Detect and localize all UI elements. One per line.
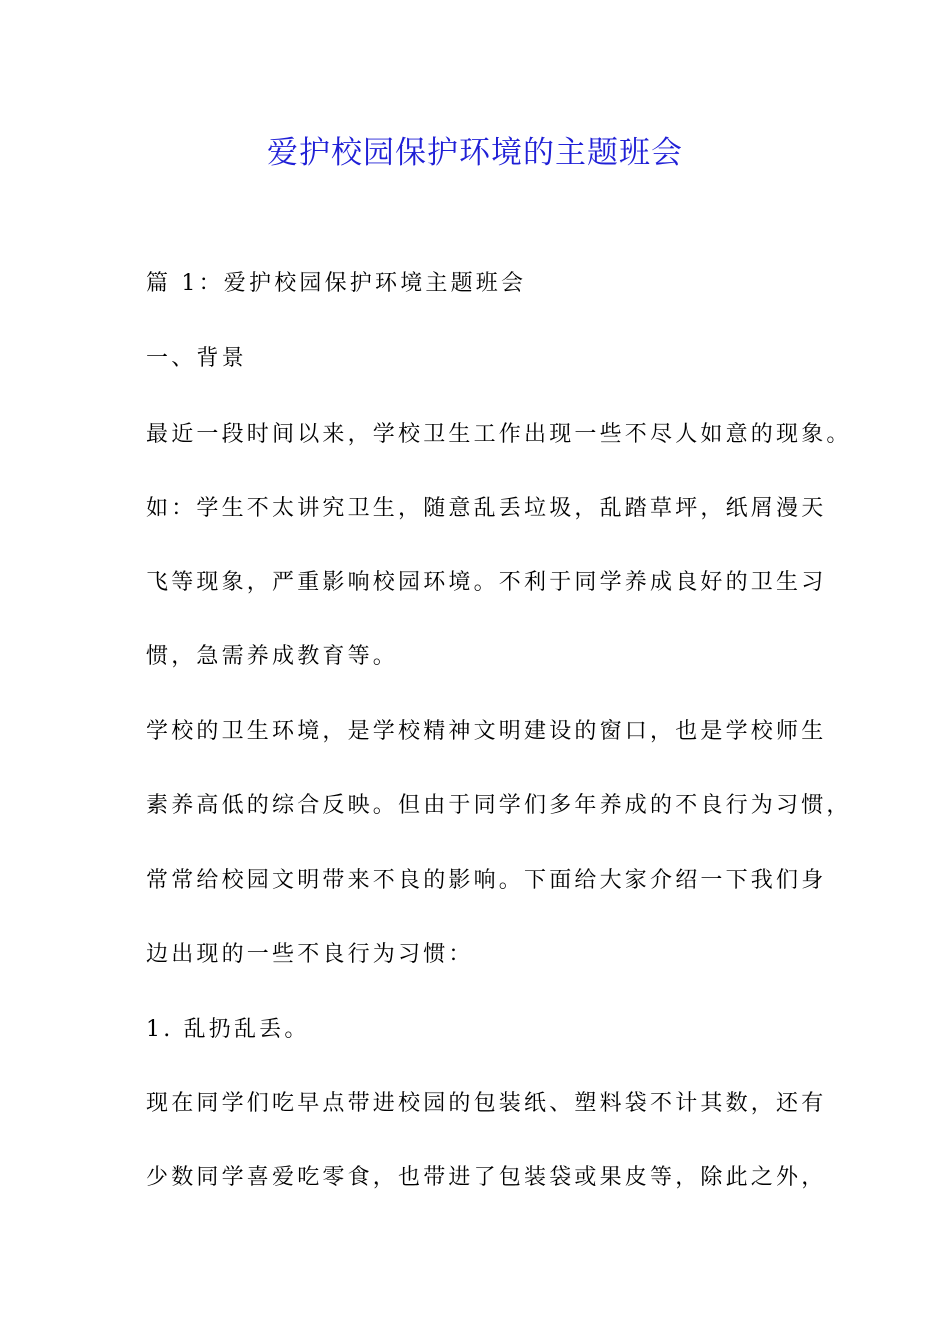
paragraph-line: 惯，急需养成教育等。: [146, 644, 399, 669]
list-item-heading: 1. 乱扔乱丢。: [146, 1017, 310, 1042]
paragraph-line: 飞等现象，严重影响校园环境。不利于同学养成良好的卫生习: [146, 570, 827, 595]
document-title: 爱护校园保护环境的主题班会: [267, 135, 683, 171]
paragraph-line: 素养高低的综合反映。但由于同学们多年养成的不良行为习惯，: [146, 793, 852, 818]
paragraph-line: 现在同学们吃早点带进校园的包装纸、塑料袋不计其数，还有: [146, 1091, 827, 1116]
paragraph-line: 最近一段时间以来，学校卫生工作出现一些不尽人如意的现象。: [146, 422, 852, 447]
paragraph-line: 常常给校园文明带来不良的影响。下面给大家介绍一下我们身: [146, 868, 827, 893]
paragraph-line: 学校的卫生环境，是学校精神文明建设的窗口，也是学校师生: [146, 719, 827, 744]
paragraph-line: 边出现的一些不良行为习惯：: [146, 942, 474, 967]
paragraph-line: 如：学生不太讲究卫生，随意乱丢垃圾，乱踏草坪，纸屑漫天: [146, 496, 827, 521]
section-heading: 篇 1：爱护校园保护环境主题班会: [146, 271, 527, 296]
subheading-background: 一、背景: [146, 346, 247, 371]
paragraph-line: 少数同学喜爱吃零食，也带进了包装袋或果皮等，除此之外，: [146, 1165, 827, 1190]
